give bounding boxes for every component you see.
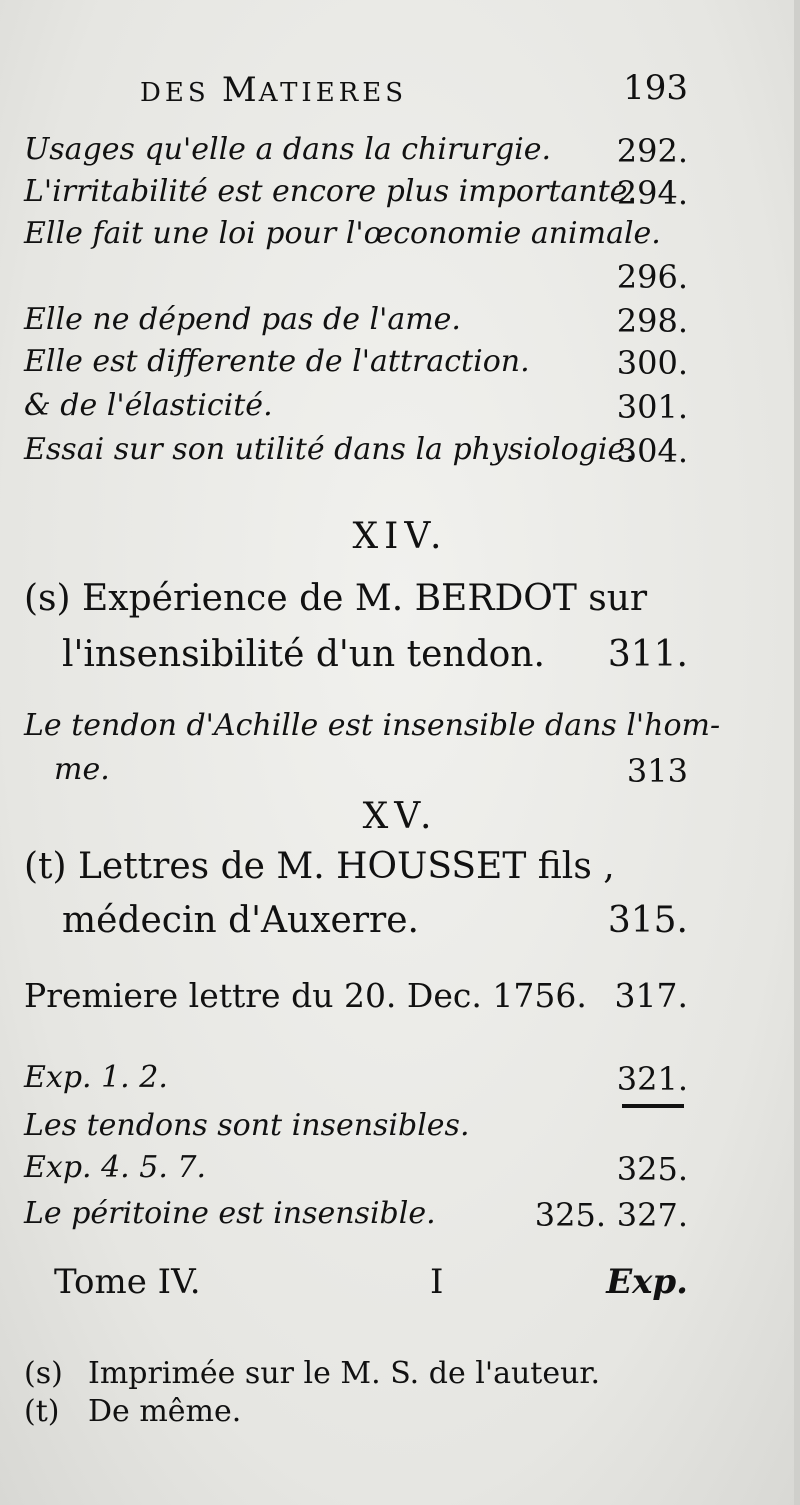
toc-entry-page: 298. — [616, 302, 688, 340]
section-xiv-page: 311. — [607, 634, 688, 675]
section-xv-title — [24, 846, 688, 898]
section-xiv-title — [24, 578, 688, 630]
toc-entry-page-extra: 325. — [534, 1196, 606, 1234]
catchword: Exp. — [606, 1262, 688, 1302]
running-title-rest: ATIERES — [258, 78, 408, 108]
toc-entry — [24, 1192, 688, 1236]
toc-entry-text: me. — [54, 752, 110, 787]
toc-entry-page: 321. — [616, 1060, 688, 1098]
toc-entry — [24, 1056, 688, 1100]
letter-entry-text: Premiere lettre du 20. Dec. 1756. — [24, 976, 587, 1015]
toc-entry-text: Usages qu'elle a dans la chirurgie. — [24, 132, 552, 167]
toc-entry-text: Le péritoine est insensible. — [24, 1196, 436, 1231]
section-xv-title-line1: (t) Lettres de M. HOUSSET fils , — [24, 846, 615, 887]
section-heading-xiv: XIV. — [352, 516, 448, 557]
toc-entry-text: Les tendons sont insensibles. — [24, 1108, 470, 1143]
toc-entry-text: Exp. 1. 2. — [24, 1060, 168, 1095]
toc-entry — [24, 748, 688, 792]
toc-entry — [24, 384, 688, 428]
toc-entry-text: Essai sur son utilité dans la physiologie. — [24, 432, 635, 467]
toc-entry-page: 294. — [616, 174, 688, 212]
running-title-pre: DES — [140, 78, 222, 108]
section-heading-xv: XV. — [362, 796, 438, 837]
signature-mark: I — [430, 1262, 444, 1302]
toc-entry-page: 301. — [616, 388, 688, 426]
toc-entry-page: 325. — [616, 1150, 688, 1188]
toc-entry-text: Elle ne dépend pas de l'ame. — [24, 302, 461, 337]
page-footer — [24, 1262, 688, 1312]
toc-entry — [24, 428, 688, 472]
toc-entry-page: 292. — [616, 132, 688, 170]
section-xiv-title-cont — [24, 634, 688, 686]
section-xiv-title-line1: (s) Expérience de M. BERDOT sur — [24, 578, 648, 619]
toc-entry — [24, 128, 688, 172]
toc-entry-page: 313 — [626, 752, 688, 790]
toc-entry-page: 296. — [616, 258, 688, 296]
running-title — [140, 70, 407, 110]
toc-entry-text: & de l'élasticité. — [24, 388, 273, 423]
letter-entry-page: 317. — [614, 976, 688, 1015]
toc-entry-text: Elle fait une loi pour l'œconomie animale. — [24, 216, 661, 251]
toc-entry-text: Exp. 4. 5. 7. — [24, 1150, 207, 1185]
footnote-text: De même. — [88, 1394, 242, 1429]
toc-entry — [24, 170, 688, 214]
page-number: 193 — [623, 68, 688, 108]
page-edge — [794, 0, 800, 1505]
running-title-cap: M — [221, 70, 259, 110]
footnote-mark: (s) — [24, 1356, 63, 1391]
toc-entry — [24, 340, 688, 384]
toc-entry-text: Le tendon d'Achille est insensible dans l'hom- — [24, 708, 721, 743]
toc-entry — [24, 254, 688, 298]
toc-entry-page: 327. — [616, 1196, 688, 1234]
footnote — [24, 1394, 688, 1434]
toc-entry — [24, 1104, 688, 1148]
toc-entry-page: 304. — [616, 432, 688, 470]
section-xv-title-cont — [24, 900, 688, 952]
footnote — [24, 1356, 688, 1396]
section-xv-page: 315. — [607, 900, 688, 941]
toc-entry — [24, 1146, 688, 1190]
section-xv-title-line2: médecin d'Auxerre. — [62, 900, 419, 941]
toc-entry-text: Elle est differente de l'attraction. — [24, 344, 530, 379]
toc-entry-text: L'irritabilité est encore plus importante. — [24, 174, 637, 209]
toc-entry — [24, 212, 688, 256]
running-header — [140, 62, 700, 112]
section-xiv-title-line2: l'insensibilité d'un tendon. — [62, 634, 545, 675]
tome-label: Tome IV. — [54, 1262, 201, 1302]
toc-entry — [24, 704, 721, 748]
letter-entry — [24, 976, 688, 1028]
toc-entry-page: 300. — [616, 344, 688, 382]
footnote-mark: (t) — [24, 1394, 60, 1429]
toc-entry — [24, 298, 688, 342]
footnote-text: Imprimée sur le M. S. de l'auteur. — [88, 1356, 601, 1391]
